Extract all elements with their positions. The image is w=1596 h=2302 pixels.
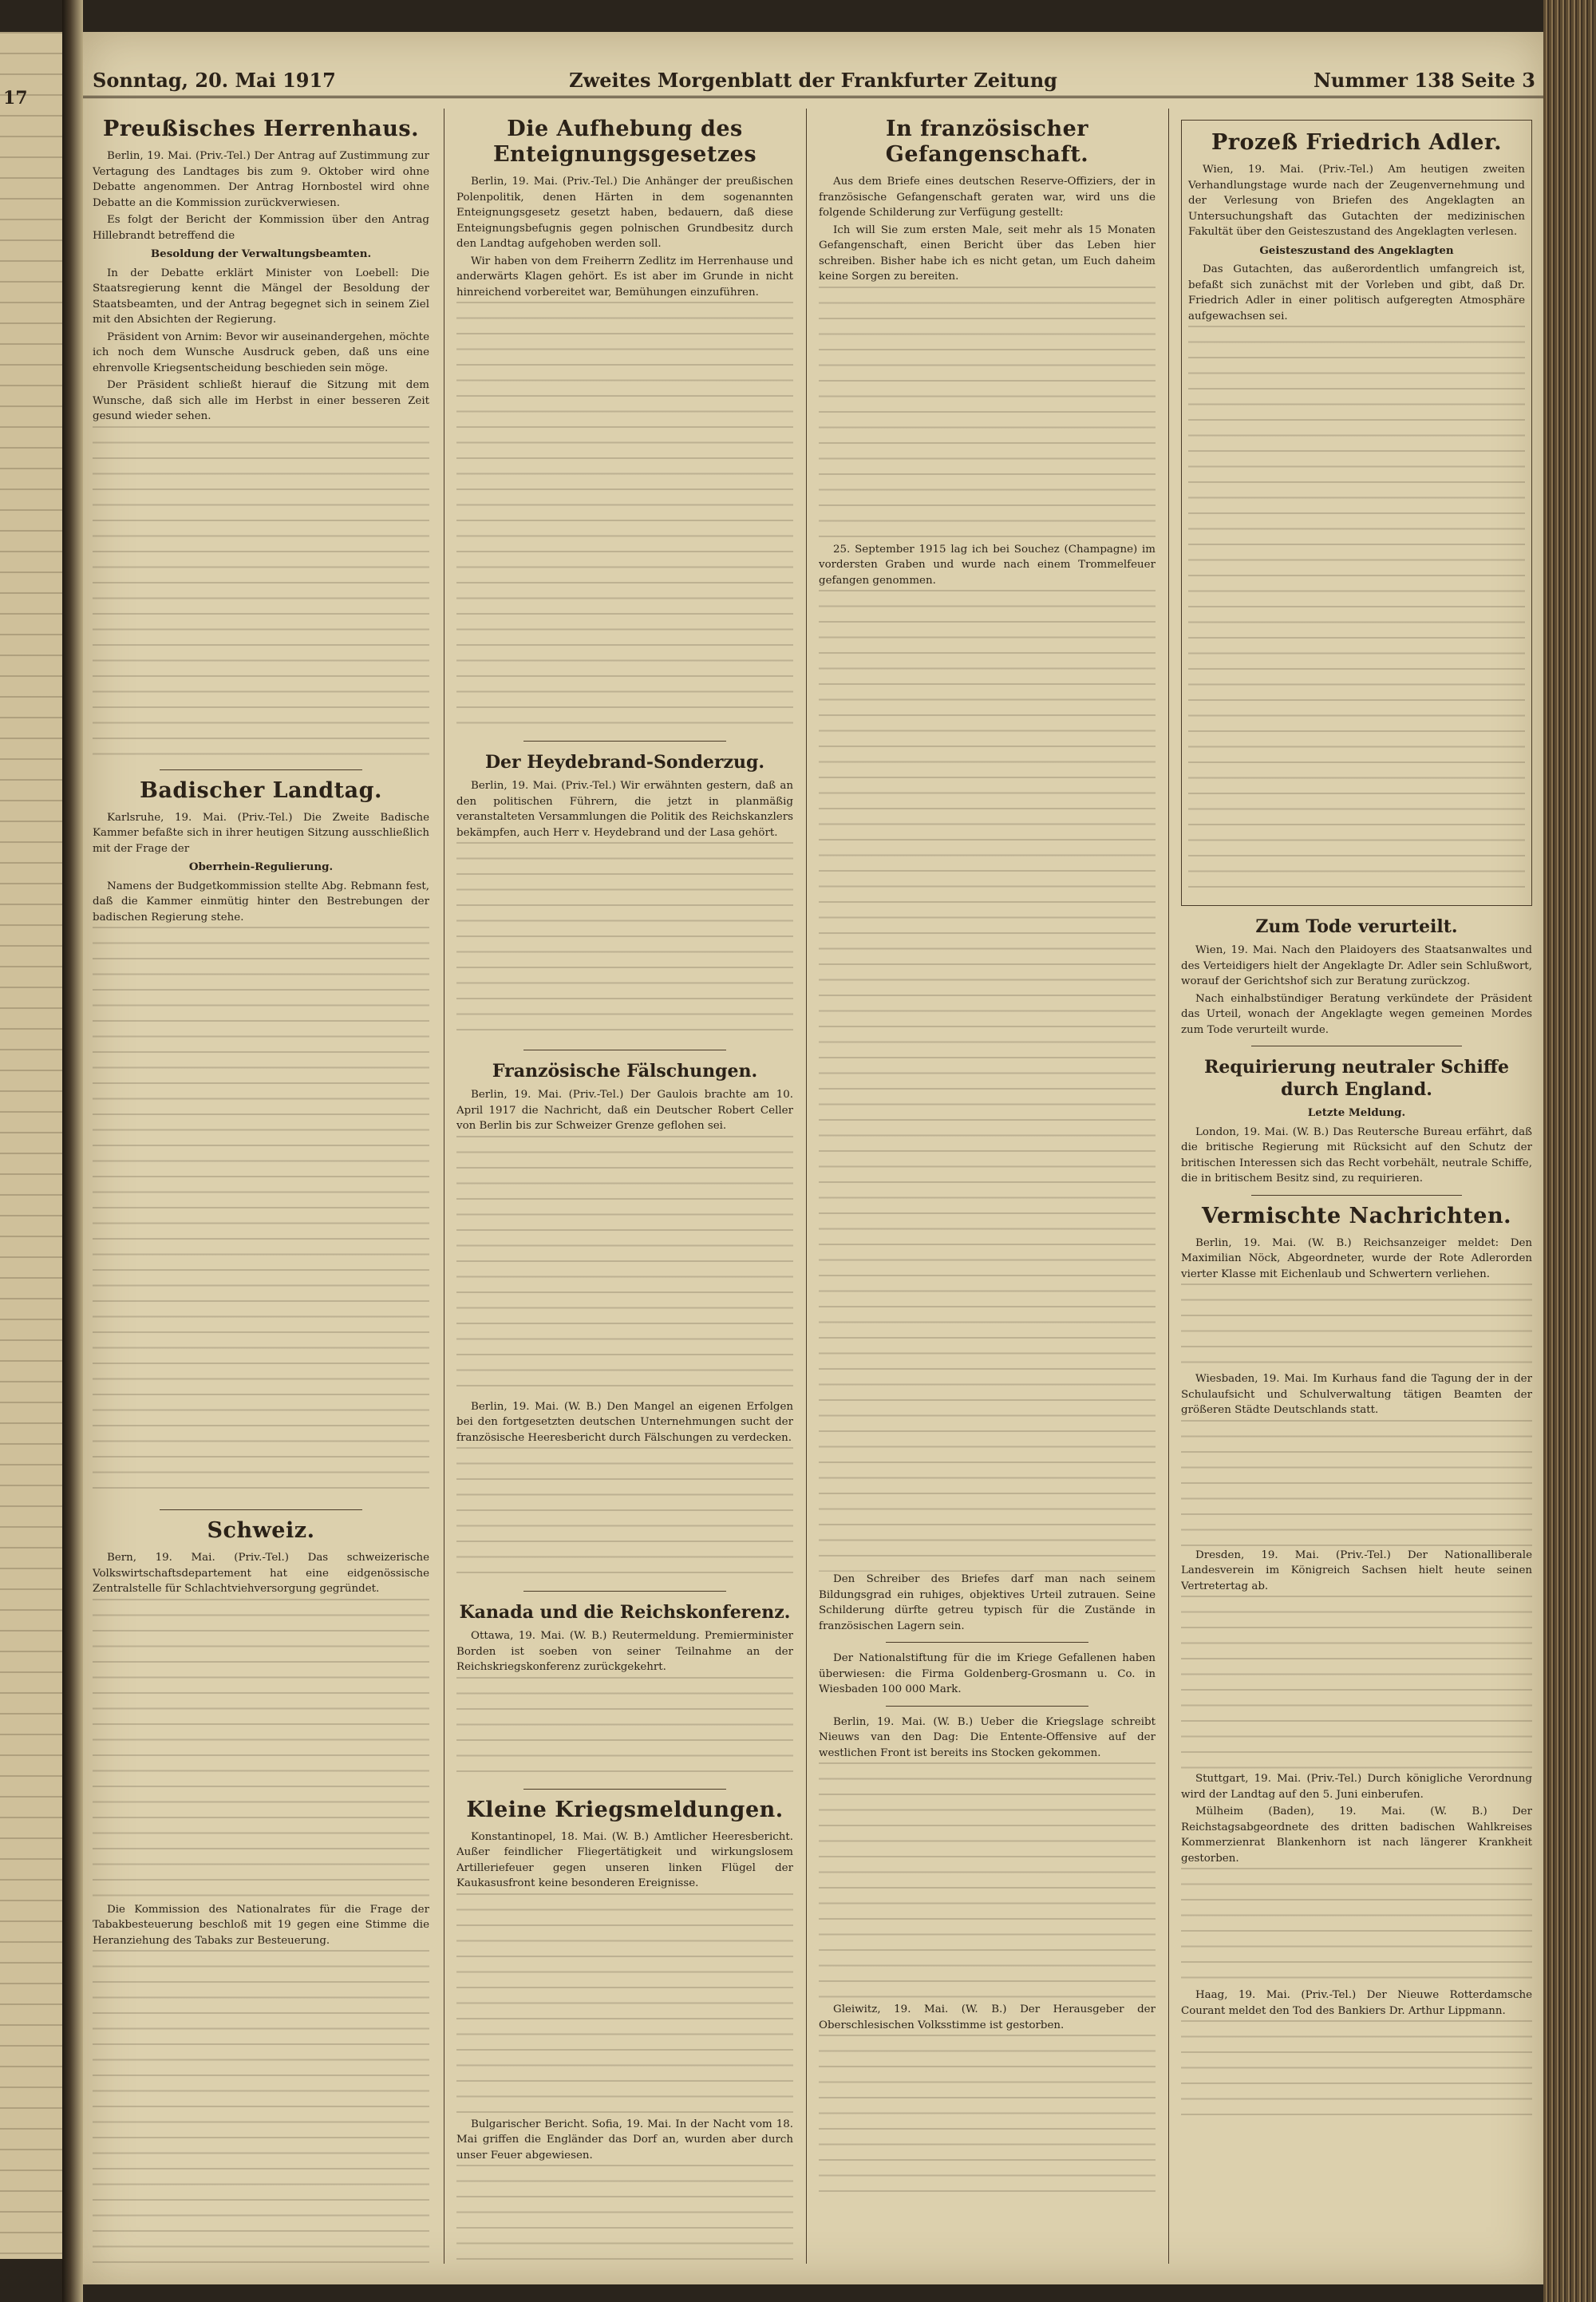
- boxed-article-adler: [1181, 120, 1532, 906]
- text-body: [1181, 1868, 1532, 1988]
- article-paragraph: Berlin, 19. Mai. (Priv.-Tel.) Wir erwähnten gestern, daß an den politischen Führern, die jetzt in planmäßig veranstalteten Versammlungen die Politik des Reichskanzlers bekämpfen, auch Herr v. Heydebrand und der Lasa gehört.: [456, 780, 793, 839]
- text-body: [93, 1950, 429, 2267]
- article-paragraph: Mülheim (Baden), 19. Mai. (W. B.) Der Reichstagsabgeordnete des dritten badischen Wahlkreises Kommerzienrat Blankenhorn ist nach längerer Krankheit gestorben.: [1181, 1806, 1532, 1865]
- column-rule: [806, 109, 807, 2264]
- article-paragraph: Es folgt der Bericht der Kommission über den Antrag Hillebrandt betreffend die: [93, 214, 429, 242]
- article-paragraph: Gleiwitz, 19. Mai. (W. B.) Der Herausgeber der Oberschlesischen Volksstimme ist gestorben.: [819, 2003, 1156, 2031]
- headline-vermischte: Vermischte Nachrichten.: [1202, 1203, 1511, 1228]
- headline-heydebrand: Der Heydebrand-Sonderzug.: [484, 752, 765, 773]
- divider: [523, 741, 725, 742]
- article-paragraph: Wiesbaden, 19. Mai. Im Kurhaus fand die Tagung der in der Schulaufsicht und Schulverwaltung tätigen Beamten der größeren Städte Deutschlands statt.: [1181, 1373, 1532, 1416]
- newspaper-page: [83, 32, 1543, 2284]
- masthead: [83, 64, 1543, 98]
- divider: [160, 769, 361, 770]
- article-paragraph: Nach einhalbstündiger Beratung verkündete der Präsident das Urteil, wonach der Angeklagte wegen gemeinen Mordes zum Tode verurteilt wurde.: [1181, 992, 1532, 1036]
- article-paragraph: Aus dem Briefe eines deutschen Reserve-Offiziers, der in französische Gefangenschaft geraten war, wird uns die folgende Schilderung zur Verfügung gestellt:: [819, 176, 1156, 219]
- text-body: [819, 590, 1156, 1572]
- article-paragraph: Wien, 19. Mai. (Priv.-Tel.) Am heutigen zweiten Verhandlungstage wurde nach der Zeugenvernehmung und der Verlesung von Briefen des Angeklagten an Untersuchungshaft das Gutachten der medizinischen Fakultät über den Geisteszustand des Angeklagten verlesen.: [1188, 164, 1525, 238]
- divider: [886, 1642, 1088, 1643]
- text-body: [93, 927, 429, 1501]
- article-subhead: Besoldung der Verwaltungsbeamten.: [150, 247, 372, 260]
- article-paragraph: London, 19. Mai. (W. B.) Das Reutersche Bureau erfährt, daß die britische Regierung mit Rücksicht auf den Schutz der britischen Interessen sich das Recht vorbehält, neutrale Schiffe, die in britischem Besitz sind, zu requirieren.: [1181, 1125, 1532, 1185]
- divider: [886, 1706, 1088, 1707]
- text-body: [1181, 1284, 1532, 1371]
- article-paragraph: Wien, 19. Mai. Nach den Plaidoyers des Staatsanwaltes und des Verteidigers hielt der Angeklagte Dr. Adler sein Schlußwort, worauf der Gerichtshof sich zur Beratung zurückzog.: [1181, 944, 1532, 987]
- article-paragraph: Dresden, 19. Mai. (Priv.-Tel.) Der Nationalliberale Landesverein im Königreich Sachsen hielt heute seinen Vertretertag ab.: [1181, 1549, 1532, 1592]
- headline-kriegsmeldungen: Kleine Kriegsmeldungen.: [466, 1797, 784, 1822]
- article-paragraph: Das Gutachten, das außerordentlich umfangreich ist, befaßt sich zunächst mit der Vorleben und gibt, daß Dr. Friedrich Adler in einer politisch aufgeregten Atmosphäre aufgewachsen sei.: [1188, 263, 1525, 322]
- article-paragraph: Der Präsident schließt hierauf die Sitzung mit dem Wunsche, daß sich alle im Herbst in einer besseren Zeit gesund wieder sehen.: [93, 379, 429, 422]
- article-paragraph: Ich will Sie zum ersten Male, seit mehr als 15 Monaten Gefangenschaft, einen Bericht über das Leben hier schreiben. Bisher habe ich es nicht getan, um Euch daheim keine Sorgen zu bereiten.: [819, 223, 1156, 283]
- masthead-number: Nummer 138 Seite 3: [1313, 69, 1535, 92]
- article-paragraph: Berlin, 19. Mai. (W. B.) Den Mangel an eigenen Erfolgen bei den fortgesetzten deutschen Unternehmungen sucht der französische Heeresbericht durch Fälschungen zu verdecken.: [456, 1400, 793, 1444]
- text-body: [456, 302, 793, 733]
- text-body: [456, 2165, 793, 2267]
- article-paragraph: Bern, 19. Mai. (Priv.-Tel.) Das schweizerische Volkswirtschaftsdepartement hat eine eidgenössische Zentralstelle für Schlachtviehversorgung gegründet.: [93, 1552, 429, 1595]
- article-paragraph: Ottawa, 19. Mai. (W. B.) Reutermeldung. Premierminister Borden ist soeben von seiner Teilnahme an der Reichskriegskonferenz zurückgekehrt.: [456, 1630, 793, 1673]
- headline-requirierung: Requirierung neutraler Schiffe durch England.: [1204, 1057, 1509, 1100]
- article-paragraph: Berlin, 19. Mai. (Priv.-Tel.) Der Gaulois brachte am 10. April 1917 die Nachricht, daß ein Deutscher Robert Celler von Berlin bis zur Schweizer Grenze geflohen sei.: [456, 1089, 793, 1132]
- text-body: [93, 1599, 429, 1902]
- text-body: [456, 1136, 793, 1399]
- headline-zum-tode: Zum Tode verurteilt.: [1255, 916, 1458, 937]
- article-paragraph: 25. September 1915 lag ich bei Souchez (Champagne) im vordersten Graben und wurde nach einem Trommelfeuer gefangen genommen.: [819, 543, 1156, 587]
- text-body: [456, 842, 793, 1042]
- column-2: [456, 112, 793, 2267]
- text-body: [1181, 2020, 1532, 2116]
- text-body: [93, 426, 429, 761]
- previous-page-edge: [0, 32, 62, 2259]
- text-body: [819, 2035, 1156, 2194]
- article-subhead: Letzte Meldung.: [1307, 1106, 1406, 1119]
- article-paragraph: In der Debatte erklärt Minister von Loebell: Die Staatsregierung kennt die Mängel der Besoldung der Staatsbeamten, und der Antrag begegnet sich in seinem Ziel mit den Absichten der Regierung.: [93, 267, 429, 326]
- article-paragraph: Stuttgart, 19. Mai. (Priv.-Tel.) Durch königliche Verordnung wird der Landtag auf den 5. Juni einberufen.: [1181, 1773, 1532, 1801]
- article-paragraph: Karlsruhe, 19. Mai. (Priv.-Tel.) Die Zweite Badische Kammer befaßte sich in ihrer heutigen Sitzung ausschließlich mit der Frage der: [93, 811, 429, 855]
- article-subhead: Oberrhein-Regulierung.: [188, 860, 334, 873]
- headline-enteignungsgesetz: Die Aufhebung des Enteignungsgesetzes: [492, 117, 757, 167]
- book-page-edges: [1543, 0, 1596, 2302]
- divider: [160, 1509, 361, 1510]
- article-paragraph: Berlin, 19. Mai. (W. B.) Reichsanzeiger meldet: Den Maximilian Nöck, Abgeordneter, wurde der Rote Adlerorden vierter Klasse mit Eichenlaub und Schwertern verliehen.: [1181, 1236, 1532, 1280]
- margin-number: 17: [3, 88, 28, 109]
- article-paragraph: Präsident von Arnim: Bevor wir auseinandergehen, möchte ich noch dem Wunsche Ausdruck geben, daß uns eine ehrenvolle Kriegsentscheidung beschieden sein möge.: [93, 330, 429, 374]
- article-paragraph: Berlin, 19. Mai. (W. B.) Ueber die Kriegslage schreibt Nieuws van den Dag: Die Entente-Offensive auf der westlichen Front ist bereits ins Stocken gekommen.: [819, 1715, 1156, 1759]
- headline-gefangenschaft: In französischer Gefangenschaft.: [885, 117, 1089, 167]
- text-body: [456, 1677, 793, 1781]
- headline-kanada: Kanada und die Reichskonferenz.: [459, 1602, 791, 1623]
- column-3: [819, 112, 1156, 2267]
- divider: [523, 1789, 725, 1790]
- headline-herrenhaus: Preußisches Herrenhaus.: [103, 117, 419, 141]
- book-gutter: [62, 0, 83, 2302]
- text-body: [456, 1447, 793, 1583]
- article-paragraph: Berlin, 19. Mai. (Priv.-Tel.) Die Anhänger der preußischen Polenpolitik, denen Härten in dem sogenannten Enteignungsgesetz gesetzt haben, bedauern, daß diese Enteignungsbefugnis gegen polnischen Grundbesitz durch den Landtag aufgehoben werden soll.: [456, 176, 793, 250]
- divider: [523, 1591, 725, 1592]
- article-paragraph: Die Kommission des Nationalrates für die Frage der Tabakbesteuerung beschloß mit 19 gegen eine Stimme die Heranziehung des Tabaks zur Besteuerung.: [93, 1903, 429, 1947]
- article-paragraph: Haag, 19. Mai. (Priv.-Tel.) Der Nieuwe Rotterdamsche Courant meldet den Tod des Bankiers Dr. Arthur Lippmann.: [1181, 1989, 1532, 2017]
- text-body: [819, 1762, 1156, 2002]
- headline-prozess-adler: Prozeß Friedrich Adler.: [1211, 130, 1503, 155]
- divider: [1251, 1195, 1462, 1196]
- article-paragraph: Bulgarischer Bericht. Sofia, 19. Mai. In der Nacht vom 18. Mai griffen die Engländer das Dorf an, wurden aber durch unser Feuer abgewiesen.: [456, 2118, 793, 2162]
- headline-badischer-landtag: Badischer Landtag.: [140, 777, 382, 803]
- headline-faelschungen: Französische Fälschungen.: [492, 1061, 758, 1082]
- text-body: [1181, 1420, 1532, 1548]
- article-paragraph: Konstantinopel, 18. Mai. (W. B.) Amtlicher Heeresbericht. Außer feindlicher Fliegertätigkeit und wirkungslosem Artilleriefeuer gegen unseren linken Flügel der Kaukasusfront keine besonderen Ereignisse.: [456, 1830, 793, 1889]
- headline-schweiz: Schweiz.: [207, 1518, 315, 1543]
- article-paragraph: Namens der Budgetkommission stellte Abg. Rebmann fest, daß die Kammer einmütig hinter den Bestrebungen der badischen Regierung stehe.: [93, 880, 429, 924]
- text-body: [1181, 1596, 1532, 1771]
- article-paragraph: Der Nationalstiftung für die im Kriege Gefallenen haben überwiesen: die Firma Goldenberg-Grosmann u. Co. in Wiesbaden 100 000 Mark.: [819, 1652, 1156, 1695]
- article-paragraph: Berlin, 19. Mai. (Priv.-Tel.) Der Antrag auf Zustimmung zur Vertagung des Landtages bis zum 9. Oktober wird ohne Debatte angenommen. Der Antrag Hornbostel wird ohne Debatte an die Kommission zurückverwiesen.: [93, 150, 429, 209]
- text-body: [1188, 326, 1525, 900]
- text-body: [456, 1893, 793, 2117]
- article-subhead: Geisteszustand des Angeklagten: [1259, 243, 1454, 257]
- article-paragraph: Wir haben von dem Freiherrn Zedlitz im Herrenhause und anderwärts Klagen gehört. Es ist aber im Grunde in nicht hinreichend vorbereitet war, Bemühungen einzuführen.: [456, 255, 793, 299]
- masthead-date: Sonntag, 20. Mai 1917: [93, 69, 336, 92]
- text-body: [819, 287, 1156, 542]
- column-1: [93, 112, 429, 2267]
- article-paragraph: Den Schreiber des Briefes darf man nach seinem Bildungsgrad ein ruhiges, objektives Urteil zutrauen. Seine Schilderung dürfte getreu typisch für die Zustände in französischen Lagern sein.: [819, 1573, 1156, 1632]
- column-rule: [1168, 109, 1169, 2264]
- column-4: [1181, 112, 1532, 2267]
- masthead-title: Zweites Morgenblatt der Frankfurter Zeitung: [569, 69, 1057, 92]
